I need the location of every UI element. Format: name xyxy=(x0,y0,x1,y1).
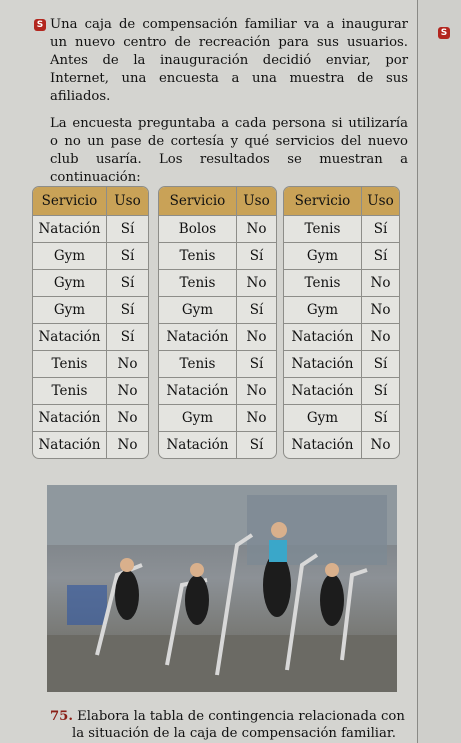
table-row xyxy=(284,296,399,323)
cell-uso: No xyxy=(107,377,148,404)
table-row xyxy=(284,431,399,458)
cell-uso: No xyxy=(237,215,276,242)
table-row xyxy=(33,431,148,458)
cell-uso: No xyxy=(107,350,148,377)
cell-uso: No xyxy=(237,323,276,350)
survey-table-3 xyxy=(283,186,400,459)
table-row xyxy=(284,269,399,296)
cell-uso: No xyxy=(107,404,148,431)
cell-uso: Sí xyxy=(362,404,399,431)
cell-uso: Sí xyxy=(237,431,276,458)
cell-servicio: Gym xyxy=(159,296,237,323)
table-row xyxy=(284,323,399,350)
cell-uso: No xyxy=(237,269,276,296)
cell-servicio: Tenis xyxy=(159,242,237,269)
cell-uso: Sí xyxy=(107,296,148,323)
cell-uso: Sí xyxy=(237,350,276,377)
table-row xyxy=(33,350,148,377)
cell-servicio: Natación xyxy=(159,431,237,458)
table-row xyxy=(33,242,148,269)
table-row xyxy=(159,323,276,350)
cell-uso: Sí xyxy=(362,242,399,269)
cell-servicio: Tenis xyxy=(33,350,107,377)
table-row xyxy=(33,215,148,242)
cell-uso: No xyxy=(362,431,399,458)
cell-uso: No xyxy=(362,323,399,350)
cell-servicio: Gym xyxy=(284,296,362,323)
cell-uso: No xyxy=(237,404,276,431)
table-row xyxy=(284,242,399,269)
cell-servicio: Natación xyxy=(33,404,107,431)
survey-table-2 xyxy=(158,186,277,459)
problem-badge: S xyxy=(34,19,46,31)
cell-servicio: Natación xyxy=(284,377,362,404)
cell-uso: Sí xyxy=(107,215,148,242)
table-row xyxy=(159,296,276,323)
side-badge: S xyxy=(438,27,450,39)
table-row xyxy=(159,377,276,404)
cell-servicio: Tenis xyxy=(159,269,237,296)
table-row xyxy=(284,404,399,431)
survey-table-1 xyxy=(32,186,149,459)
header-uso: Uso xyxy=(107,187,148,215)
problem-paragraph-2: La encuesta preguntaba a cada persona si utilizaría o no un pase de cortesía y qué servicios del nuevo club usaría. Los resultados se muestran a continuación: xyxy=(50,116,408,185)
header-servicio: Servicio xyxy=(159,187,237,215)
cell-servicio: Natación xyxy=(33,323,107,350)
table-row xyxy=(284,215,399,242)
cell-uso: Sí xyxy=(362,350,399,377)
cell-uso: Sí xyxy=(107,323,148,350)
cell-uso: No xyxy=(362,269,399,296)
cell-servicio: Tenis xyxy=(284,269,362,296)
table-row xyxy=(159,269,276,296)
table-row xyxy=(33,323,148,350)
table-row xyxy=(159,350,276,377)
cell-uso: No xyxy=(237,377,276,404)
table-row xyxy=(33,377,148,404)
cell-uso: Sí xyxy=(237,296,276,323)
header-servicio: Servicio xyxy=(284,187,362,215)
cell-servicio: Bolos xyxy=(159,215,237,242)
exercise-line-1: Elabora la tabla de contingencia relacionada con xyxy=(77,709,405,724)
table-row xyxy=(159,242,276,269)
cell-uso: Sí xyxy=(362,215,399,242)
cell-servicio: Natación xyxy=(33,215,107,242)
problem-paragraph-1: Una caja de compensación familiar va a inaugurar un nuevo centro de recreación para sus usuarios. Antes de la inauguración decidió enviar, por Internet, una encuesta a una muestra de sus afiliados. xyxy=(50,17,408,104)
header-uso: Uso xyxy=(362,187,399,215)
cell-servicio: Gym xyxy=(284,242,362,269)
table-row xyxy=(284,377,399,404)
cell-servicio: Tenis xyxy=(284,215,362,242)
cell-uso: No xyxy=(362,296,399,323)
gym-photo-icon xyxy=(47,485,397,692)
cell-servicio: Gym xyxy=(159,404,237,431)
table-row xyxy=(33,269,148,296)
cell-uso: No xyxy=(107,431,148,458)
cell-uso: Sí xyxy=(107,269,148,296)
cell-servicio: Gym xyxy=(33,296,107,323)
cell-servicio: Natación xyxy=(159,377,237,404)
cell-servicio: Natación xyxy=(284,323,362,350)
cell-servicio: Natación xyxy=(159,323,237,350)
cell-servicio: Gym xyxy=(33,242,107,269)
exercise-line-2: la situación de la caja de compensación familiar. xyxy=(72,726,396,741)
cell-uso: Sí xyxy=(107,242,148,269)
cell-servicio: Gym xyxy=(284,404,362,431)
cell-servicio: Tenis xyxy=(33,377,107,404)
table-row xyxy=(159,215,276,242)
cell-servicio: Tenis xyxy=(159,350,237,377)
cell-uso: Sí xyxy=(362,377,399,404)
table-row xyxy=(159,404,276,431)
cell-servicio: Natación xyxy=(284,431,362,458)
exercise-number: 75. xyxy=(50,709,73,724)
table-row xyxy=(159,431,276,458)
cell-uso: Sí xyxy=(237,242,276,269)
exercise-75 xyxy=(50,708,410,742)
cell-servicio: Natación xyxy=(284,350,362,377)
table-row xyxy=(33,296,148,323)
header-uso: Uso xyxy=(237,187,276,215)
table-row xyxy=(284,350,399,377)
header-servicio: Servicio xyxy=(33,187,107,215)
cell-servicio: Natación xyxy=(33,431,107,458)
cell-servicio: Gym xyxy=(33,269,107,296)
table-row xyxy=(33,404,148,431)
next-column-margin xyxy=(418,0,461,743)
